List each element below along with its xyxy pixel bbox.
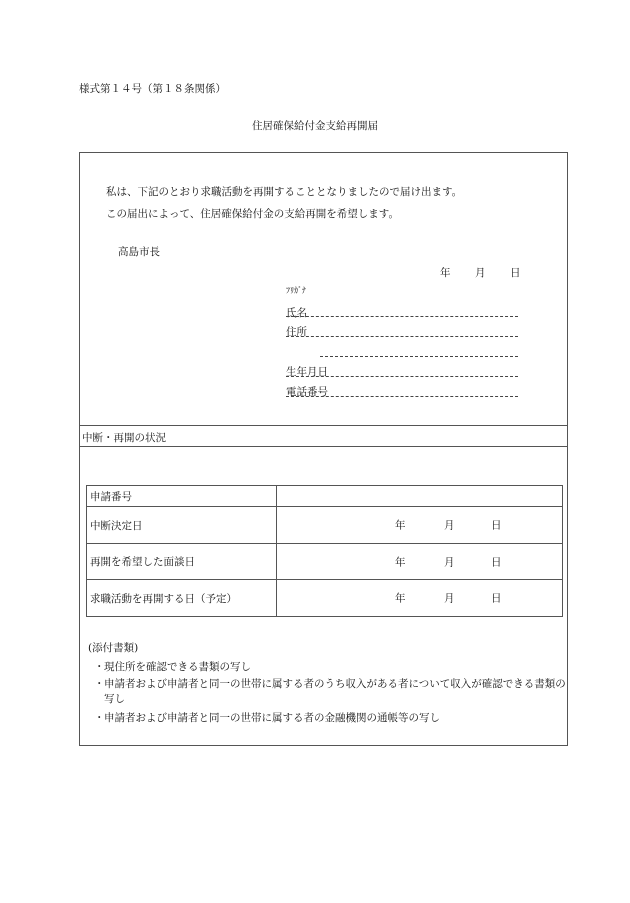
attachment-text: 現住所を確認できる書類の写し: [104, 661, 251, 673]
job-search-resume-date-label: 求職活動を再開する日（予定）: [87, 580, 277, 617]
bullet: ・: [94, 678, 105, 690]
form-number: 様式第１４号（第１８条関係）: [79, 83, 226, 95]
table-row: [87, 580, 563, 617]
day-label: 日: [491, 592, 502, 605]
year-label: 年: [395, 556, 406, 568]
attachments-heading: (添付書類): [88, 642, 139, 654]
submission-month-label: 月: [475, 267, 486, 279]
section-divider: [79, 425, 568, 426]
list-item: [94, 677, 568, 707]
table-row: [87, 507, 563, 544]
month-label: 月: [444, 556, 455, 568]
section-divider: [79, 446, 568, 447]
bullet: ・: [94, 712, 105, 724]
list-item: [94, 711, 568, 726]
suspension-date-label: 中断決定日: [87, 507, 277, 544]
table-row: [87, 544, 563, 580]
table-row: [87, 486, 563, 507]
declaration-line-2: この届出によって、住居確保給付金の支給再開を希望します。: [106, 208, 399, 220]
address-field-line-2[interactable]: [320, 356, 518, 357]
form-title: 住居確保給付金支給再開届: [252, 120, 378, 132]
bullet: ・: [94, 661, 105, 673]
job-search-resume-date-field[interactable]: [277, 580, 563, 617]
interview-date-label: 再開を希望した面談日: [87, 544, 277, 580]
status-table: [86, 485, 563, 617]
submission-year-label: 年: [440, 267, 451, 279]
application-number-field[interactable]: [277, 486, 563, 507]
address-field[interactable]: [286, 336, 518, 337]
suspension-date-field[interactable]: [277, 507, 563, 544]
status-section-heading: 中断・再開の状況: [82, 432, 166, 444]
submission-day-label: 日: [510, 267, 521, 279]
year-label: 年: [395, 519, 406, 532]
application-number-label: 申請番号: [87, 486, 277, 507]
attachment-text: 申請者および申請者と同一の世帯に属する者のうち収入がある者について収入が確認できる書類の写し: [104, 678, 566, 705]
day-label: 日: [491, 556, 502, 568]
list-item: [94, 660, 568, 675]
date-of-birth-field[interactable]: [286, 376, 518, 377]
month-label: 月: [444, 519, 455, 532]
form-frame: [79, 152, 568, 746]
month-label: 月: [444, 592, 455, 605]
year-label: 年: [395, 592, 406, 605]
phone-label: 電話番号: [286, 386, 328, 398]
name-field[interactable]: [286, 316, 518, 317]
address-label: 住所: [286, 326, 307, 338]
furigana-label: ﾌﾘｶﾞﾅ: [286, 286, 306, 295]
date-of-birth-label: 生年月日: [286, 366, 328, 378]
name-label: 氏名: [286, 307, 307, 319]
declaration-line-1: 私は、下記のとおり求職活動を再開することとなりましたので届け出ます。: [106, 186, 463, 198]
interview-date-field[interactable]: [277, 544, 563, 580]
phone-field[interactable]: [286, 396, 518, 397]
day-label: 日: [491, 519, 502, 532]
addressee: 高島市長: [118, 246, 160, 258]
attachment-text: 申請者および申請者と同一の世帯に属する者の金融機関の通帳等の写し: [104, 712, 440, 724]
